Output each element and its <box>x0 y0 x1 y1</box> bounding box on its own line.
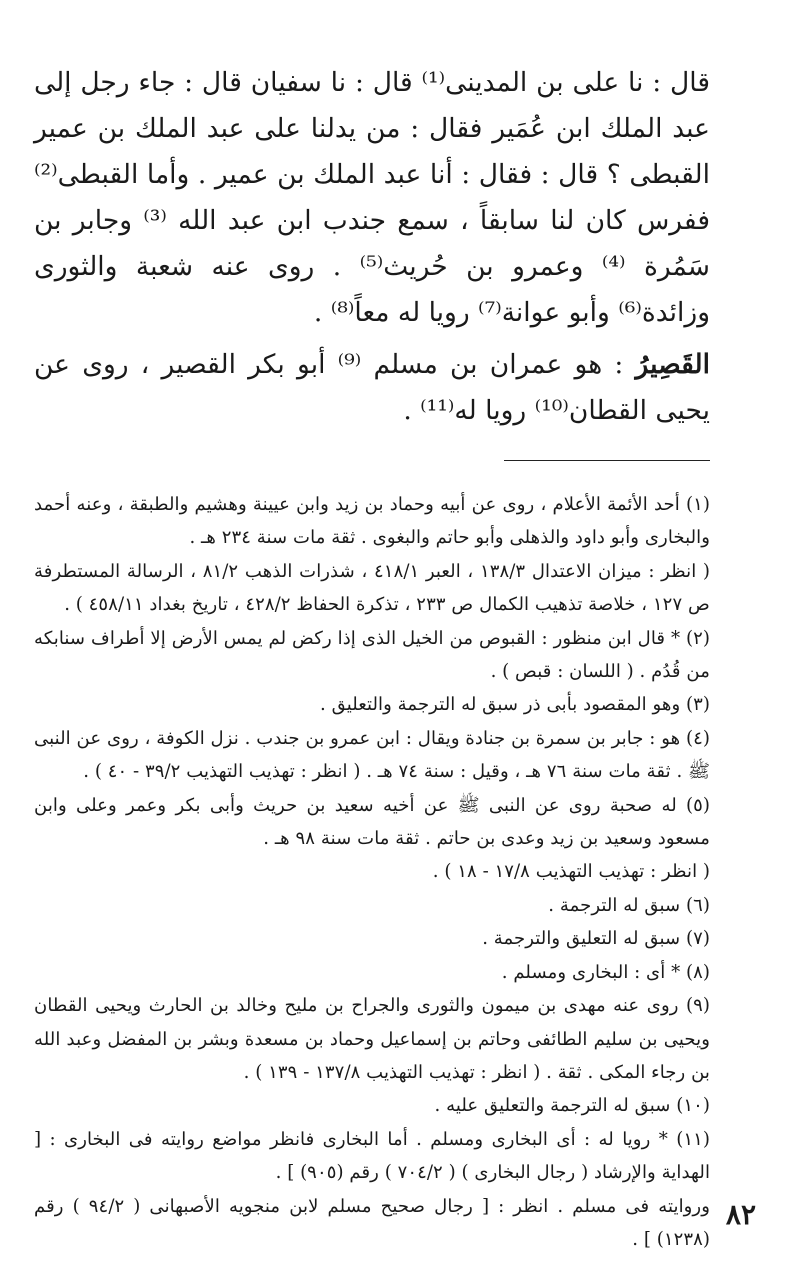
footnote: (٤) هو : جابر بن سمرة بن جنادة ويقال : ابن عمرو بن جندب . نزل الكوفة ، روى عن النبى ﷺ . ثقة مات سنة ٧٦ هـ ، وقيل : سنة ٧٤ هـ . ( انظر : تهذيب التهذيب ٣٩/٢ - ٤٠ ) . <box>34 727 710 783</box>
footnote: ( انظر : تهذيب التهذيب ١٧/٨ - ١٨ ) . <box>432 861 710 883</box>
footnote: (٢) * قال ابن منظور : القبوص من الخيل الذى إذا ركض لم يمس الأرض إلا أطراف سنابكه من قُدُم . ( اللسان : قبص ) . <box>34 627 710 683</box>
footnote: ( انظر : ميزان الاعتدال ١٣٨/٣ ، العبر ٤١٨/١ ، شذرات الذهب ٨١/٢ ، الرسالة المستطرفة ص ١٢٧ ، خلاصة تذهيب الكمال ص ٢٣٣ ، تذكرة الحفاظ ٤٢٨/٢ ، تاريخ بغداد ٤٥٨/١١ ) . <box>34 560 710 616</box>
entry-text: : هو عمران بن مسلم ⁽⁹⁾ أبو بكر القصير ، روى عن يحيى القطان⁽¹⁰⁾ رويا له⁽¹¹⁾ . <box>34 349 710 426</box>
main-paragraph <box>34 342 710 434</box>
footnote: (٣) وهو المقصود بأبى ذر سبق له الترجمة والتعليق . <box>320 694 710 716</box>
footnote: (٧) سبق له التعليق والترجمة . <box>482 928 710 950</box>
footnote: (٩) روى عنه مهدى بن ميمون والثورى والجراح بن مليح وخالد بن الحارث ويحيى القطان ويحيى بن سليم الطائفى وحاتم بن إسماعيل وحماد بن مسعدة وبشر بن المفضل وعبد الله بن رجاء المكى . ثقة . ( انظر : تهذيب التهذيب ١٣٧/٨ - ١٣٩ ) . <box>34 995 710 1083</box>
footnote: (٥) له صحبة روى عن النبى ﷺ عن أخيه سعيد بن حريث وأبى بكر وعمر وعلى وابن مسعود وسعيد بن زيد وعدى بن حاتم . ثقة مات سنة ٩٨ هـ . <box>34 794 710 850</box>
main-text <box>34 60 710 434</box>
footnote-divider <box>504 460 710 461</box>
footnotes <box>34 488 710 1256</box>
footnote: (٨) * أى : البخارى ومسلم . <box>501 961 710 983</box>
footnote: وروايته فى مسلم . انظر : [ رجال صحيح مسلم لابن منجويه الأصبهانى ( ٩٤/٢ ) رقم (١٢٣٨) ] . <box>34 1195 710 1250</box>
footnote: (١١) * رويا له : أى البخارى ومسلم . أما البخارى فانظر مواضع روايته فى البخارى : [ الهداية والإرشاد ( رجال البخارى ) ( ٧٠٤/٢ ) رقم (٩٠٥) ] . <box>34 1128 710 1184</box>
footnote: (٦) سبق له الترجمة . <box>548 894 710 916</box>
main-paragraph: قال : نا على بن المدينى⁽¹⁾ قال : نا سفيان قال : جاء رجل إلى عبد الملك ابن عُمَير فقال : من يدلنا على عبد الملك بن عمير القبطى ؟ قال : فقال : أنا عبد الملك بن عمير . وأما القبطى⁽²⁾ ففرس كان لنا سابقاً ، سمع جندب ابن عبد الله ⁽³⁾ وجابر بن سَمُرة ⁽⁴⁾ وعمرو بن حُريث⁽⁵⁾ . روى عنه شعبة والثورى وزائدة⁽⁶⁾ وأبو عوانة⁽⁷⁾ رويا له معاً⁽⁸⁾ . <box>34 67 710 328</box>
footnote: (١٠) سبق له الترجمة والتعليق عليه . <box>434 1095 710 1117</box>
page-number: ٨٢ <box>725 1198 756 1231</box>
book-page <box>34 60 710 1250</box>
entry-term: القَصِيرُ <box>635 349 710 380</box>
footnote: (١) أحد الأئمة الأعلام ، روى عن أبيه وحماد بن زيد وابن عيينة وهشيم والطبقة ، وعنه أحمد والبخارى وأبو داود والذهلى وأبو حاتم والبغوى . ثقة مات سنة ٢٣٤ هـ . <box>34 494 710 549</box>
